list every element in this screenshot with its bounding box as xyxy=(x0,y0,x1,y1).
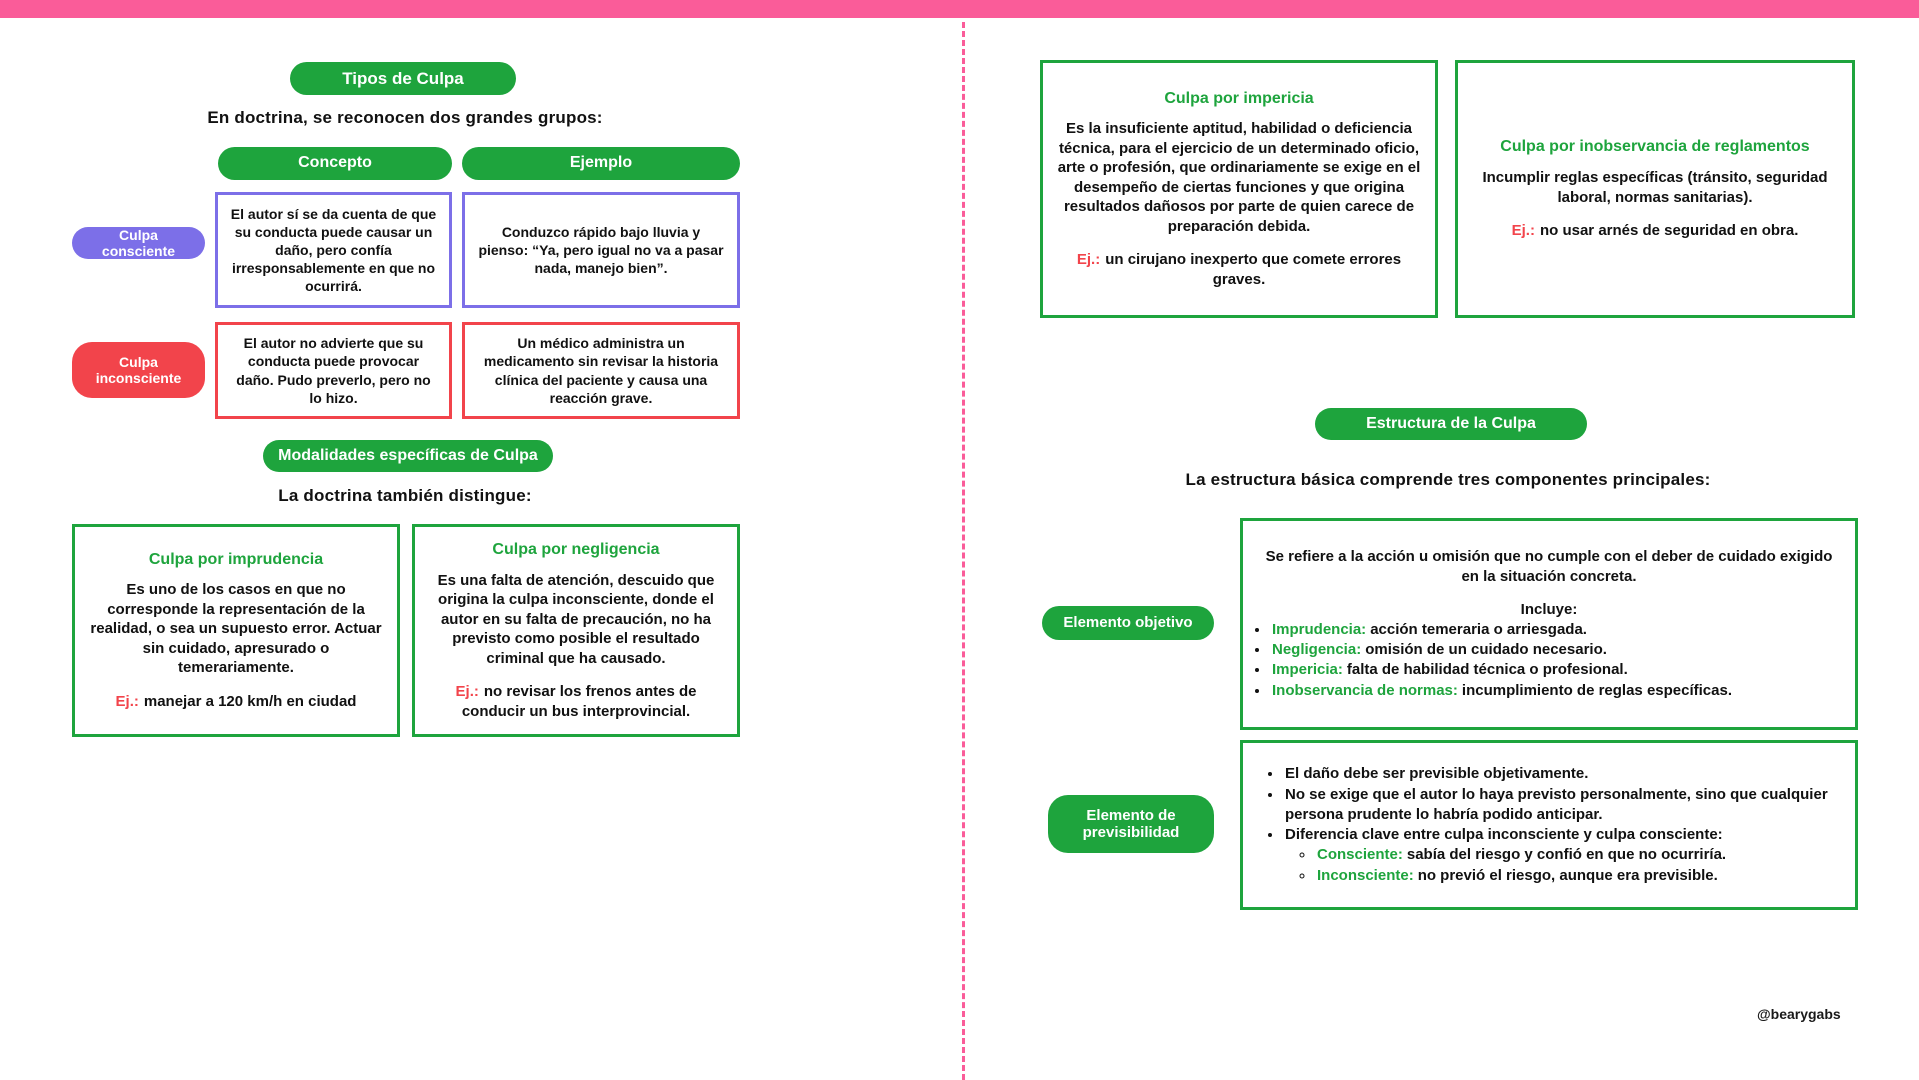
card-consciente-ejemplo xyxy=(462,192,740,308)
ej-label: Ej.: xyxy=(1076,251,1101,269)
bullet-item: • Imprudencia: acción temeraria o arriesgada. xyxy=(1270,620,1854,640)
ej-text: no revisar los frenos antes de conducir un bus interprovincial. xyxy=(461,683,697,720)
card-culpa-por-imprudencia xyxy=(72,524,400,737)
card-culpa-por-inobservancia xyxy=(1455,60,1855,318)
ej-text: no usar arnés de seguridad en obra. xyxy=(1539,222,1799,240)
column-header-concepto: Concepto xyxy=(218,147,452,180)
bullet-term: Imprudencia: xyxy=(1272,620,1367,638)
section-title-modalidades: Modalidades específicas de Culpa xyxy=(263,440,553,472)
sub-bullet-list xyxy=(1315,845,1867,886)
includes-label: Incluye: xyxy=(1520,601,1578,619)
bullet-item: ◦ Inconsciente: no previó el riesgo, aunque era previsible. xyxy=(1315,866,1867,886)
example-line xyxy=(427,682,725,721)
card-text: Es la insuficiente aptitud, habilidad o deficiencia técnica, para el ejercicio de un determinado oficio, arte o profesión, que ordinariamente se exige en el desempeño de ciertas funciones y que origina resultados dañosos por parte de quien carece de preparación debida. xyxy=(1057,120,1421,235)
card-text: El autor sí se da cuenta de que su conducta puede causar un daño, pero confía irresponsablemente en que no ocurrirá. xyxy=(230,205,437,295)
card-inconsciente-concepto xyxy=(215,322,452,419)
column-header-ejemplo: Ejemplo xyxy=(462,147,740,180)
card-inconsciente-ejemplo xyxy=(462,322,740,419)
left-subtitle: En doctrina, se reconocen dos grandes grupos: xyxy=(207,108,603,127)
bullet-item: • Diferencia clave entre culpa inconsciente y culpa consciente: ◦ Consciente: sabía del riesgo y confió en que no ocurriría. ◦ Inconsciente: no previó el riesgo, aunque era previsible. xyxy=(1283,825,1867,886)
card-text: Un médico administra un medicamento sin revisar la historia clínica del paciente y causa una reacción grave. xyxy=(483,335,719,406)
row-label-elemento-previsibilidad: Elemento de previsibilidad xyxy=(1048,795,1214,853)
ej-label: Ej.: xyxy=(1511,222,1535,240)
card-text: El autor no advierte que su conducta puede provocar daño. Pudo preverlo, pero no lo hizo. xyxy=(236,335,431,406)
bullet-item: • Impericia: falta de habilidad técnica o profesional. xyxy=(1270,660,1854,680)
estructura-subtitle: La estructura básica comprende tres componentes principales: xyxy=(1185,470,1711,489)
bullet-item: ◦ Consciente: sabía del riesgo y confió en que no ocurriría. xyxy=(1315,845,1867,865)
bullet-term: Inobservancia de normas: xyxy=(1272,681,1458,699)
card-text: Es una falta de atención, descuido que origina la culpa inconsciente, donde el autor en su falta de precaución, no ha previsto como posible el resultado criminal que ha causado. xyxy=(437,571,715,667)
card-elemento-previsibilidad xyxy=(1240,740,1858,910)
row-label-culpa-consciente: Culpa consciente xyxy=(72,227,205,259)
bullet-term: Impericia: xyxy=(1272,661,1343,679)
section-title-estructura: Estructura de la Culpa xyxy=(1315,408,1587,440)
page-divider-dashed xyxy=(962,22,965,1080)
ej-label: Ej.: xyxy=(115,692,139,710)
card-text: Conduzco rápido bajo lluvia y pienso: “Ya, pero igual no va a pasar nada, manejo bien”. xyxy=(478,223,724,277)
top-pink-bar xyxy=(0,0,1919,18)
card-culpa-por-negligencia xyxy=(412,524,740,737)
ej-text: un cirujano inexperto que comete errores graves. xyxy=(1105,251,1402,288)
ej-label: Ej.: xyxy=(455,683,479,701)
example-line xyxy=(1055,250,1423,289)
ej-text: manejar a 120 km/h en ciudad xyxy=(143,692,357,710)
bullet-item: • Inobservancia de normas: incumplimiento de reglas específicas. xyxy=(1270,681,1854,701)
card-text: Se refiere a la acción u omisión que no cumple con el deber de cuidado exigido en la situación concreta. xyxy=(1265,548,1833,585)
example-line xyxy=(87,692,385,712)
bullet-term: Consciente: xyxy=(1317,846,1403,864)
card-title: Culpa por impericia xyxy=(1164,89,1314,107)
bullet-item: • Negligencia: omisión de un cuidado necesario. xyxy=(1270,640,1854,660)
row-label-culpa-inconsciente: Culpa inconsciente xyxy=(72,342,205,398)
card-title: Culpa por negligencia xyxy=(492,540,660,558)
card-title: Culpa por inobservancia de reglamentos xyxy=(1500,138,1810,156)
card-culpa-por-impericia xyxy=(1040,60,1438,318)
bullet-item: • No se exige que el autor lo haya previsto personalmente, sino que cualquier persona prudente lo habría podido anticipar. xyxy=(1283,785,1867,826)
row-label-elemento-objetivo: Elemento objetivo xyxy=(1042,606,1214,640)
modalidades-subtitle: La doctrina también distingue: xyxy=(278,486,532,505)
watermark-credit: @bearygabs xyxy=(1757,1006,1841,1022)
section-title-tipos-de-culpa: Tipos de Culpa xyxy=(290,62,516,95)
card-title: Culpa por imprudencia xyxy=(148,550,324,568)
bullet-term: Negligencia: xyxy=(1272,641,1362,658)
bullet-term: Inconsciente: xyxy=(1317,866,1414,884)
previsibilidad-bullet-list xyxy=(1283,764,1867,886)
card-elemento-objetivo xyxy=(1240,518,1858,730)
example-line xyxy=(1470,221,1840,241)
card-consciente-concepto xyxy=(215,192,452,308)
card-text: Incumplir reglas específicas (tránsito, seguridad laboral, normas sanitarias). xyxy=(1482,169,1828,206)
card-text: Es uno de los casos en que no corresponde la representación de la realidad, o sea un supuesto error. Actuar sin cuidado, apresurado o temerariamente. xyxy=(90,581,382,677)
objetivo-bullet-list xyxy=(1270,620,1854,701)
bullet-item: • El daño debe ser previsible objetivamente. xyxy=(1283,764,1867,784)
